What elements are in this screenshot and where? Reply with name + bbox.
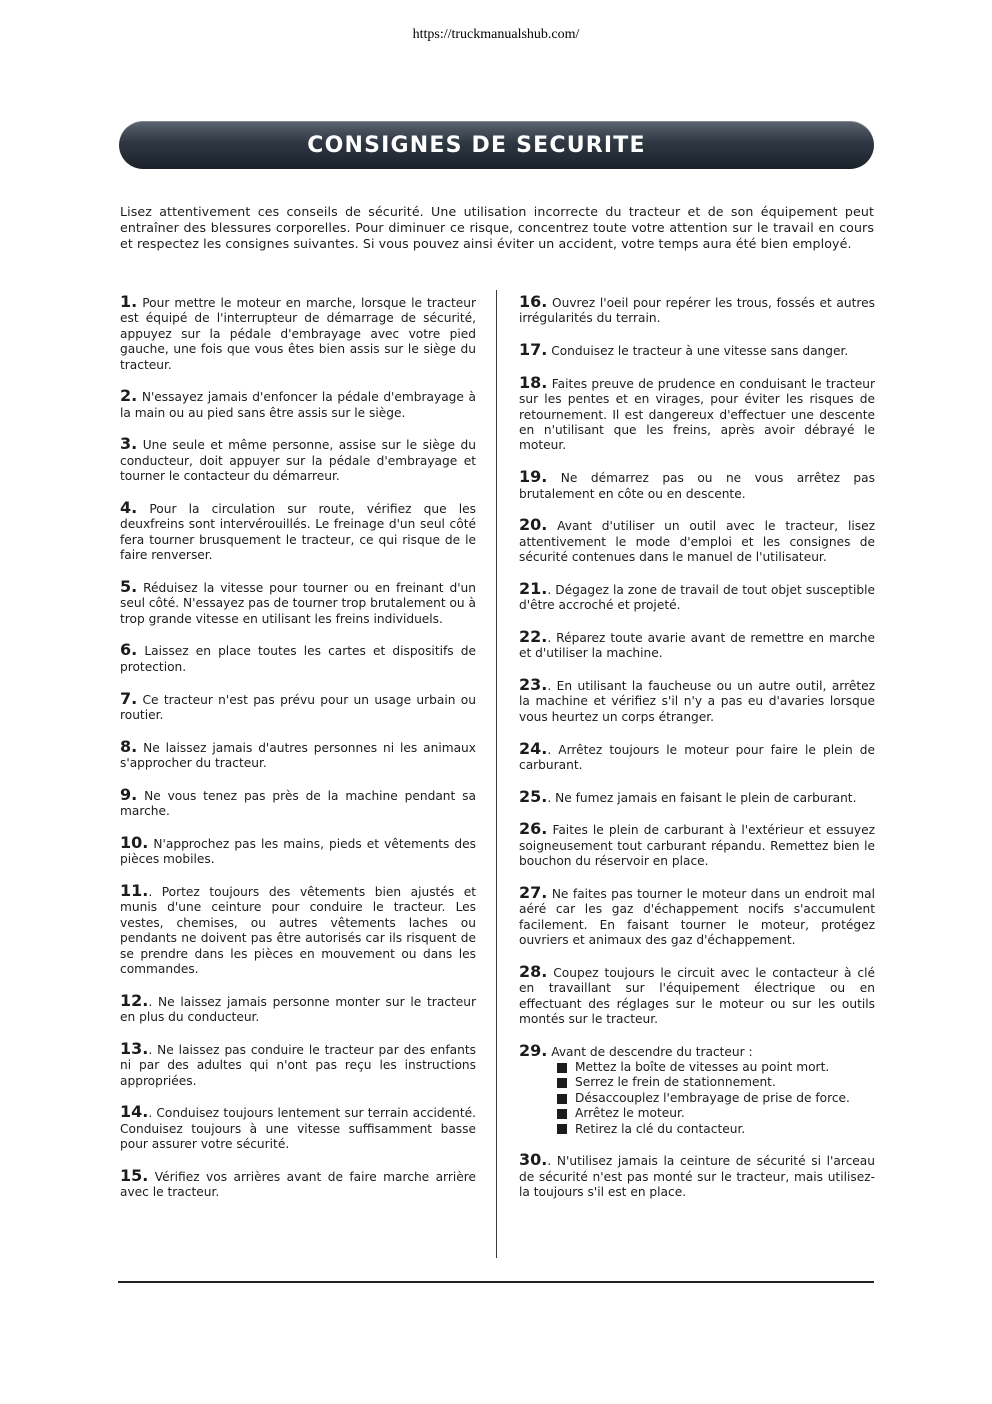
- page-title: CONSIGNES DE SECURITE: [307, 132, 646, 158]
- safety-item: [120, 294, 476, 373]
- safety-item: [120, 784, 476, 820]
- item-text: N'essayez jamais d'enfoncer la pédale d'embrayage à la main ou au pied sans être assis sur le siège.: [120, 390, 476, 420]
- item-text: Ouvrez l'oeil pour repérer les trous, fossés et autres irrégularités du terrain.: [519, 296, 875, 326]
- right-column: [519, 294, 875, 1216]
- item-number: 10.: [120, 832, 149, 852]
- item-number: 17.: [519, 340, 548, 360]
- safety-item: [519, 882, 875, 949]
- safety-item: [519, 372, 875, 454]
- item-text: Pour mettre le moteur en marche, lorsque le tracteur est équipé de l'interrupteur de démarrage de sécurité, appuyez sur la pédale d'embrayage avec votre pied gauche, une fois que vous êtes bien assis sur le siège du tracteur.: [120, 296, 476, 372]
- item-text: . Réparez toute avarie avant de remettre en marche et d'utiliser la machine.: [519, 630, 875, 661]
- footer-rule: [118, 1281, 874, 1283]
- item-text: Ne laissez jamais d'autres personnes ni les animaux s'approcher du tracteur.: [120, 740, 476, 771]
- safety-item: [519, 961, 875, 1028]
- item-number: 16.: [519, 292, 548, 311]
- safety-item: [519, 674, 875, 725]
- item-text: Faites preuve de prudence en conduisant le tracteur sur les pentes et en virages, pour éviter les risques de retournement. Il est dangereux d'effectuer une descente en n'utilisant que les freins, après avoir débrayé le moteur.: [519, 376, 875, 453]
- safety-item: [519, 578, 875, 614]
- item-text: . Conduisez toujours lentement sur terrain accidenté. Conduisez toujours à une vitesse suffisamment basse pour assurer votre sécurité.: [120, 1106, 476, 1152]
- safety-item: [519, 821, 875, 869]
- safety-item: [519, 738, 875, 774]
- item-text: . N'utilisez jamais la ceinture de sécurité si l'arceau de sécurité n'est pas monté sur le tracteur, mais utilisez-la toujours s'il est en place.: [519, 1154, 875, 1200]
- item-number: 2.: [120, 386, 138, 406]
- sub-list: [519, 1060, 875, 1137]
- item-text: Pour la circulation sur route, vérifiez que les deuxfreins sont intervérouillés. Le freinage d'un seul côté fera tourner brusquement le tracteur, ce qui risque de le faire renverser.: [120, 501, 476, 563]
- item-text: . Portez toujours des vêtements bien ajustés et munis d'une ceinture pour conduire le tracteur. Les vestes, chemises, ou autres vêtements laches ou pendants ne doivent pas être autorisés car ils risquent de se prendre dans les pièces en mouvement ou dans les commandes.: [120, 884, 476, 976]
- sub-list-text: Retirez la clé du contacteur.: [575, 1121, 746, 1136]
- item-text: Coupez toujours le circuit avec le contacteur à clé en travaillant sur l'équipement électrique ou en effectuant des réglages sur le moteur ou sur les outils montés sur le tracteur.: [519, 965, 875, 1026]
- item-number: 22.: [519, 626, 548, 646]
- item-number: 3.: [120, 434, 138, 454]
- sub-list-text: Arrêtez le moteur.: [575, 1106, 685, 1121]
- safety-item: [120, 497, 476, 564]
- item-text: . Dégagez la zone de travail de tout objet susceptible d'être accroché et projeté.: [519, 582, 875, 613]
- safety-item: [120, 1165, 476, 1201]
- sub-list-text: Serrez le frein de stationnement.: [575, 1075, 776, 1090]
- safety-item: [120, 832, 476, 868]
- safety-item: [120, 388, 476, 421]
- item-number: 19.: [519, 467, 548, 487]
- item-number: 23.: [519, 674, 548, 694]
- item-number: 25.: [519, 786, 548, 806]
- safety-item: [120, 990, 476, 1026]
- safety-item: [519, 786, 875, 806]
- item-number: 12.: [120, 990, 149, 1010]
- item-text: Ne faites pas tourner le moteur dans un endroit mal aéré car les gaz d'échappement nocifs s'accumulent facilement. En faisant tourner le moteur, protégez ouvriers et animaux des gaz d'échappement.: [519, 886, 875, 948]
- safety-item: [519, 1040, 875, 1137]
- item-number: 28.: [519, 961, 548, 981]
- sub-list-item: [557, 1060, 875, 1075]
- square-bullet-icon: [557, 1078, 567, 1088]
- safety-item: [120, 436, 476, 484]
- item-text: Laissez en place toutes les cartes et dispositifs de protection.: [120, 644, 476, 674]
- item-text: . Arrêtez toujours le moteur pour faire le plein de carburant.: [519, 742, 875, 772]
- item-number: 24.: [519, 738, 548, 758]
- item-number: 6.: [120, 640, 138, 660]
- item-text: . Ne laissez jamais personne monter sur le tracteur en plus du conducteur.: [120, 994, 476, 1025]
- item-text: Conduisez le tracteur à une vitesse sans danger.: [547, 344, 849, 359]
- item-number: 30.: [519, 1150, 548, 1170]
- safety-item: [519, 342, 875, 359]
- item-text: . Ne fumez jamais en faisant le plein de carburant.: [547, 790, 857, 805]
- safety-item: [120, 642, 476, 675]
- safety-item: [120, 736, 476, 772]
- item-number: 21.: [519, 578, 548, 598]
- item-number: 11.: [120, 880, 149, 900]
- item-number: 7.: [120, 688, 138, 708]
- item-number: 15.: [120, 1165, 149, 1185]
- item-text: . Ne laissez pas conduire le tracteur par des enfants ni par des adultes qui n'ont pas reçu les instructions appropriées.: [120, 1042, 476, 1088]
- item-number: 18.: [519, 372, 548, 392]
- item-text: . En utilisant la faucheuse ou un autre outil, arrêtez la machine et vérifiez s'il n'y a pas eu d'avaries lorsque vous heurtez un corps étranger.: [519, 678, 875, 724]
- safety-item: [120, 1104, 476, 1152]
- item-text: Avant d'utiliser un outil avec le tracteur, lisez attentivement le mode d'emploi et les consignes de sécurité contenues dans le manuel de l'utilisateur.: [519, 519, 875, 565]
- safety-item: [519, 517, 875, 565]
- item-number: 27.: [519, 882, 548, 902]
- item-text: N'approchez pas les mains, pieds et vêtements des pièces mobiles.: [120, 836, 476, 867]
- safety-item: [519, 294, 875, 327]
- square-bullet-icon: [557, 1124, 567, 1134]
- sub-list-item: [557, 1122, 875, 1137]
- square-bullet-icon: [557, 1063, 567, 1073]
- safety-item: [519, 1152, 875, 1200]
- safety-item: [519, 626, 875, 662]
- safety-item: [120, 1038, 476, 1089]
- item-text: Faites le plein de carburant à l'extérieur et essuyez soigneusement tout carburant répandu. Remettez bien le bouchon du réservoir en place.: [519, 823, 875, 869]
- item-text: Ce tracteur n'est pas prévu pour un usage urbain ou routier.: [120, 692, 476, 722]
- item-text: Ne démarrez pas ou ne vous arrêtez pas brutalement en côte ou en descente.: [519, 471, 875, 501]
- sub-list-item: [557, 1075, 875, 1090]
- item-number: 4.: [120, 497, 138, 517]
- intro-paragraph: Lisez attentivement ces conseils de sécurité. Une utilisation incorrecte du tracteur et de son équipement peut entraîner des blessures corporelles. Pour diminuer ce risque, concentrez toute votre attention sur le travail en cours et respectez les consignes suivantes. Si vous pouvez ainsi éviter un accident, votre temps aura été bien employé.: [120, 204, 874, 252]
- item-number: 26.: [519, 819, 548, 839]
- item-number: 29.: [519, 1040, 548, 1060]
- safety-item: [120, 880, 476, 977]
- title-banner: [119, 121, 874, 169]
- square-bullet-icon: [557, 1109, 567, 1119]
- item-number: 8.: [120, 736, 138, 756]
- page-url: https://truckmanualshub.com/: [412, 27, 580, 42]
- item-number: 1.: [120, 292, 138, 311]
- safety-item: [120, 688, 476, 724]
- item-number: 20.: [519, 515, 548, 535]
- item-text: Réduisez la vitesse pour tourner ou en freinant d'un seul côté. N'essayez pas de tourner trop brutalement ou à trop grande vitesse en utilisant les freins individuels.: [120, 580, 476, 626]
- item-text: Avant de descendre du tracteur :: [547, 1044, 753, 1059]
- item-number: 13.: [120, 1038, 149, 1058]
- item-number: 9.: [120, 784, 138, 804]
- sub-list-item: [557, 1106, 875, 1121]
- item-text: Une seule et même personne, assise sur le siège du conducteur, doit appuyer sur la pédale d'embrayage et tourner le contacteur du démarreur.: [120, 438, 476, 484]
- item-text: Ne vous tenez pas près de la machine pendant sa marche.: [120, 788, 476, 819]
- safety-item: [519, 469, 875, 502]
- item-number: 14.: [120, 1102, 149, 1122]
- sub-list-item: [557, 1091, 875, 1106]
- safety-item: [120, 576, 476, 627]
- item-number: 5.: [120, 576, 138, 596]
- sub-list-text: Mettez la boîte de vitesses au point mort.: [575, 1060, 830, 1075]
- column-divider: [496, 290, 497, 1258]
- item-text: Vérifiez vos arrières avant de faire marche arrière avec le tracteur.: [120, 1169, 476, 1200]
- square-bullet-icon: [557, 1094, 567, 1104]
- sub-list-text: Désaccouplez l'embrayage de prise de force.: [575, 1090, 850, 1105]
- left-column: [120, 294, 476, 1216]
